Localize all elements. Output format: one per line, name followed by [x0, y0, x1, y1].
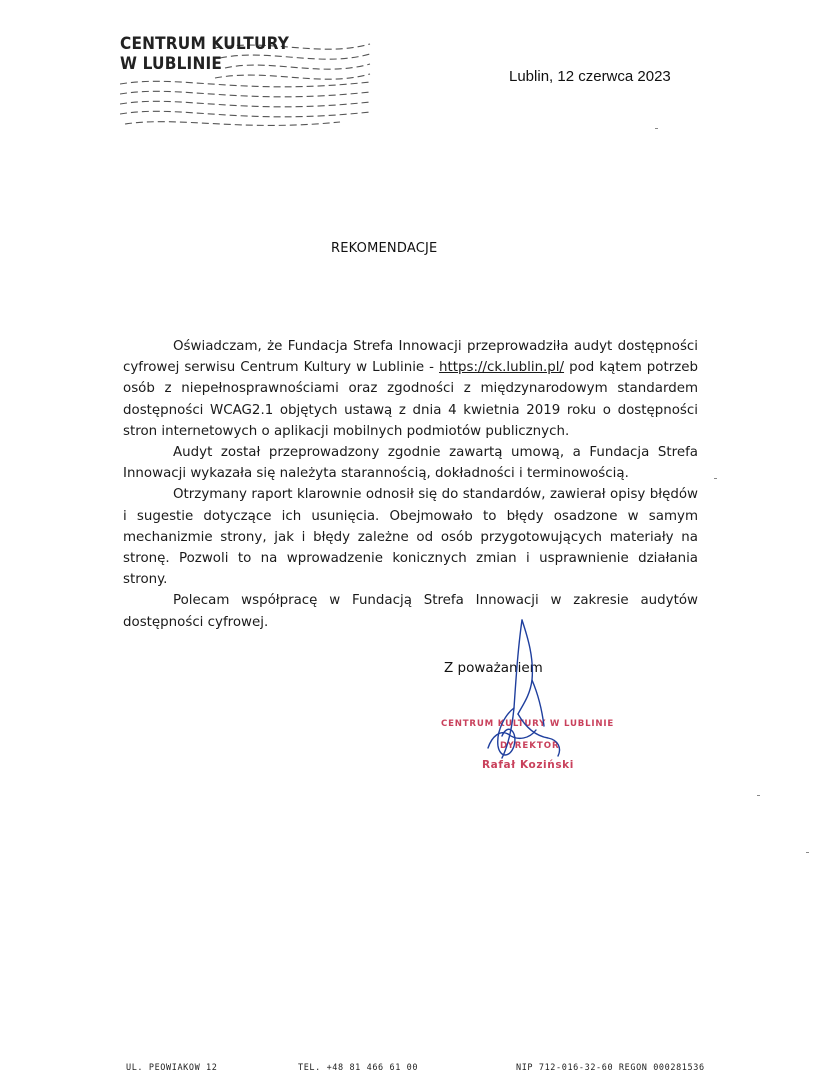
- footer-nip-regon: NIP 712-016-32-60 REGON 000281536: [516, 1063, 705, 1073]
- letter-body: [123, 336, 698, 633]
- footer-phone: TEL. +48 81 466 61 00: [298, 1063, 419, 1073]
- scan-speck: [806, 852, 809, 853]
- handwritten-signature: [478, 618, 588, 768]
- stamp-organization: CENTRUM KULTURY W LUBLINIE: [441, 719, 615, 729]
- paragraph-1-start: Oświadczam, że Fundacja Strefa Innowacji przeprowadziła audyt dostępności cyfrowej serwisu Centrum Kultury w Lublinie -: [123, 339, 698, 376]
- paragraph-1-end: pod kątem potrzeb osób z niepełnosprawnościami oraz zgodności z międzynarodowym standardem dostępności WCAG2.1 objętych ustawą z dnia 4 kwietnia 2019 roku o dostępności stron internetowych o aplikacji mobilnych podmiotów publicznych.: [123, 360, 699, 439]
- paragraph-2: Audyt został przeprowadzony zgodnie zawartą umową, a Fundacja Strefa Innowacji wykazała się należyta starannością, dokładności i terminowością.: [123, 445, 698, 482]
- closing-phrase: Z poważaniem: [444, 660, 543, 676]
- footer-address: UL. PEOWIAKÓW 12: [126, 1063, 218, 1073]
- logo-text: [120, 34, 289, 74]
- logo-line-2: W LUBLINIE: [120, 54, 223, 73]
- scan-speck: [655, 128, 658, 129]
- scan-speck: [757, 795, 760, 796]
- stamp-director-name: Rafał Koziński: [482, 759, 574, 771]
- organization-logo: [120, 34, 375, 134]
- website-link: https://ck.lublin.pl/: [439, 360, 565, 376]
- paragraph-1: [123, 336, 698, 442]
- logo-line-1: CENTRUM KULTURY: [120, 34, 290, 53]
- stamp-role: DYREKTOR: [500, 741, 560, 751]
- paragraph-4: Polecam współpracę w Fundacją Strefa Innowacji w zakresie audytów dostępności cyfrowej.: [123, 593, 698, 630]
- document-title: REKOMENDACJE: [331, 241, 438, 256]
- place-and-date: Lublin, 12 czerwca 2023: [509, 68, 671, 85]
- paragraph-3: Otrzymany raport klarownie odnosił się do standardów, zawierał opisy błędów i sugestie dotyczące ich usunięcia. Obejmowało to błędy osadzone w samym mechanizmie strony, jak i błędy zależne od osób przygotowujących materiały na stronę. Pozwoli to na wprowadzenie konicznych zmian i usprawnienie działania strony.: [123, 487, 698, 588]
- scan-speck: [714, 478, 717, 479]
